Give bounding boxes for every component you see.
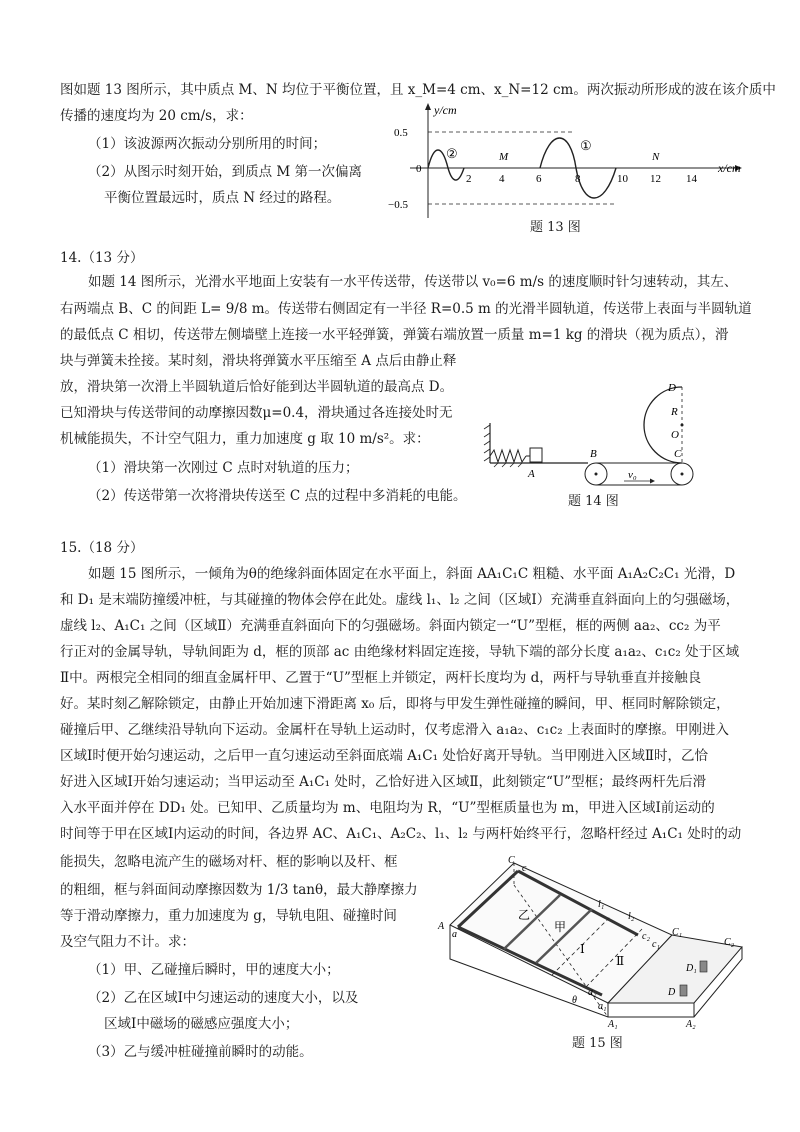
q14-label-v0: v₀ (628, 469, 637, 481)
q15-label-C: C (508, 855, 515, 866)
q14-label-B: B (590, 448, 597, 460)
q13-xlabel: x/cm (718, 161, 741, 175)
q14-line-5: 放，滑块第一次滑上半圆轨道后恰好能到达半圆轨道的最高点 D。 (60, 379, 454, 395)
q14-line-6: 已知滑块与传送带间的动摩擦因数μ=0.4，滑块通过各连接处时无 (60, 405, 453, 421)
q13-line-2: 传播的速度均为 20 cm/s，求： (60, 108, 253, 124)
q13-ylabel: y/cm (434, 103, 457, 117)
q13-wave2-label: ② (446, 146, 458, 161)
q15-line-2: 和 D₁ 是末端防撞缓冲桩，与其碰撞的物体会停在此处。虚线 l₁、l₂ 之间（区域Ⅰ）充满垂直斜面向上的匀强磁场， (60, 592, 740, 608)
q15-label-region2: Ⅱ (616, 954, 625, 968)
q15-line-14: 等于滑动摩擦力，重力加速度为 g，导轨电阻、碰撞时间 (60, 908, 397, 924)
q14-block (530, 448, 542, 462)
q15-label-A: A (438, 921, 445, 932)
q15-label-D: D (668, 987, 676, 998)
q14-line-1: 如题 14 图所示，光滑水平地面上安装有一水平传送带，传送带以 v₀=6 m/s 的速度顺时针匀速转动，其左、 (88, 274, 738, 290)
q15-line-7: 碰撞后甲、乙继续沿导轨向下运动。金属杆在导轨上运动时，仅考虑滑入 a₁a₂、c₁c₂ 上表面时的摩擦。甲刚进入 (60, 722, 729, 738)
q14-spring (490, 450, 526, 462)
q15-label-a: a (452, 929, 457, 940)
q15-line-12: 能损失，忽略电流产生的磁场对杆、框的影响以及杆、框 (60, 854, 398, 870)
q14-sub2: （2）传送带第一次将滑块传送至 C 点的过程中多消耗的电能。 (88, 488, 467, 504)
q15-label-A2: A₂ (686, 1019, 696, 1030)
q13-xtick-6: 6 (536, 173, 542, 185)
q13-sub2a: （2）从图示时刻开始，到质点 M 第一次偏离 (88, 164, 362, 180)
q15-label-c: c (522, 863, 527, 874)
q15-label-a1: a₁ (598, 1001, 607, 1012)
q13-xtick-14: 14 (686, 173, 697, 185)
q13-caption: 题 13 图 (530, 220, 581, 235)
q15-label-C1: C₁ (672, 927, 683, 938)
q14-label-D: D (668, 382, 676, 394)
q13-wave1-label: ① (580, 138, 592, 153)
q15-label-a2: a₂ (588, 987, 597, 998)
q15-heading: 15.（18 分） (60, 540, 144, 556)
q15-label-D1: D₁ (686, 963, 697, 974)
q14-line-7: 机械能损失，不计空气阻力，重力加速度 g 取 10 m/s²。求： (60, 431, 430, 447)
q15-label-theta: θ (572, 995, 577, 1006)
q15-label-c2: c₂ (642, 931, 650, 942)
q15-label-jia: 甲 (554, 920, 567, 934)
q15-label-l2: l₂ (628, 911, 635, 922)
q13-line-1: 图如题 13 图所示，其中质点 M、N 均位于平衡位置，且 x_M=4 cm、x_N=12 cm。两次振动所形成的波在该介质中 (60, 82, 776, 98)
q15-label-region1: Ⅰ (580, 942, 585, 956)
q13-sub2b: 平衡位置最远时，质点 N 经过的路程。 (104, 190, 341, 206)
q14-label-R: R (671, 406, 678, 418)
q15-line-4: 行正对的金属导轨，导轨间距为 d，框的顶部 ac 由绝缘材料固定连接，导轨下端的部分长度 a₁a₂、c₁c₂ 处于区域 (60, 644, 740, 660)
q14-heading: 14.（13 分） (60, 250, 144, 266)
q15-line-10: 入水平面并停在 DD₁ 处。已知甲、乙质量均为 m、电阻均为 R，“U”型框质量也为 m，甲进入区域Ⅰ前运动的 (60, 800, 715, 816)
q14-figure (478, 345, 738, 495)
q15-line-13: 的粗细，框与斜面间动摩擦因数为 1/3 tanθ，最大静摩擦力 (60, 882, 418, 898)
q14-label-A: A (528, 468, 535, 480)
q15-line-8: 区域Ⅰ时便开始匀速运动，之后甲一直匀速运动至斜面底端 A₁C₁ 处恰好离开导轨。当甲刚进入区域Ⅱ时，乙恰 (60, 748, 708, 764)
q13-ytick-bottom: −0.5 (388, 199, 408, 211)
q13-xtick-12: 12 (650, 173, 661, 185)
q15-sub2a: （2）乙在区域Ⅰ中匀速运动的速度大小，以及 (88, 990, 359, 1006)
q13-label-M: M (499, 151, 509, 163)
q15-caption: 题 15 图 (572, 1036, 623, 1051)
q14-sub1: （1）滑块第一次刚过 C 点时对轨道的压力； (88, 460, 359, 476)
q13-xtick-8: 8 (575, 173, 581, 185)
q15-buffer-D (680, 985, 687, 996)
q14-line-3: 的最低点 C 相切，传送带左侧墙壁上连接一水平轻弹簧，弹簧右端放置一质量 m=1 kg 的滑块（视为质点），滑 (60, 327, 729, 343)
q13-xtick-4: 4 (499, 173, 505, 185)
q14-caption: 题 14 图 (568, 494, 619, 509)
q13-xtick-2: 2 (466, 173, 472, 185)
q15-sub2b: 区域Ⅰ中磁场的磁感应强度大小； (104, 1016, 299, 1032)
q15-label-A1: A₁ (608, 1019, 618, 1030)
q14-label-C: C (674, 448, 682, 460)
q15-figure (432, 855, 762, 1030)
q13-xtick-10: 10 (617, 173, 628, 185)
q15-line-15: 及空气阻力不计。求： (60, 934, 195, 950)
q13-ytick-top: 0.5 (394, 127, 408, 139)
q15-label-c1: c₁ (652, 939, 660, 950)
q15-sub1: （1）甲、乙碰撞后瞬时，甲的速度大小； (88, 962, 340, 978)
q15-line-5: Ⅱ中。两根完全相同的细直金属杆甲、乙置于“U”型框上并锁定，两杆长度均为 d，两杆与导轨垂直并接触良 (60, 670, 702, 686)
q15-line-11: 时间等于甲在区域Ⅰ内运动的时间，各边界 AC、A₁C₁、A₂C₂、l₁、l₂ 与两杆始终平行，忽略杆经过 A₁C₁ 处时的动 (60, 826, 742, 842)
q15-line-3: 虚线 l₂、A₁C₁ 之间（区域Ⅱ）充满垂直斜面向下的匀强磁场。斜面内锁定一“U”型框，框的两侧 aa₂、cc₂ 为平 (60, 618, 721, 634)
q14-label-O: O (671, 429, 679, 441)
q14-line-4: 块与弹簧未拴接。某时刻，滑块将弹簧水平压缩至 A 点后由静止释 (60, 353, 457, 369)
q15-line-1: 如题 15 图所示，一倾角为θ的绝缘斜面体固定在水平面上，斜面 AA₁C₁C 粗糙、水平面 A₁A₂C₂C₁ 光滑，D (88, 566, 736, 582)
q13-sub1: （1）该波源两次振动分别所用的时间； (88, 136, 327, 152)
q15-label-l1: l₁ (598, 899, 605, 910)
q14-line-2: 右两端点 B、C 的间距 L= 9/8 m。传送带右侧固定有一半径 R=0.5 m 的光滑半圆轨道，传送带上表面与半圆轨道 (60, 301, 752, 317)
q15-line-9: 好进入区域Ⅰ开始匀速运动；当甲运动至 A₁C₁ 处时，乙恰好进入区域Ⅱ，此刻锁定“U”型框；最终两杆先后滑 (60, 774, 707, 790)
q15-buffer-D1 (700, 961, 707, 972)
q15-label-C2: C₂ (724, 937, 735, 948)
q15-label-yi: 乙 (518, 908, 531, 922)
q13-ytick-zero: 0 (416, 163, 422, 175)
q15-line-6: 好。某时刻乙解除锁定，由静止开始加速下滑距离 x₀ 后，即将与甲发生弹性碰撞的瞬间，甲、框同时解除锁定， (60, 696, 730, 712)
q13-wave-graph (380, 100, 760, 225)
q15-sub3: （3）乙与缓冲桩碰撞前瞬时的动能。 (88, 1044, 313, 1060)
q13-label-N: N (652, 151, 660, 163)
